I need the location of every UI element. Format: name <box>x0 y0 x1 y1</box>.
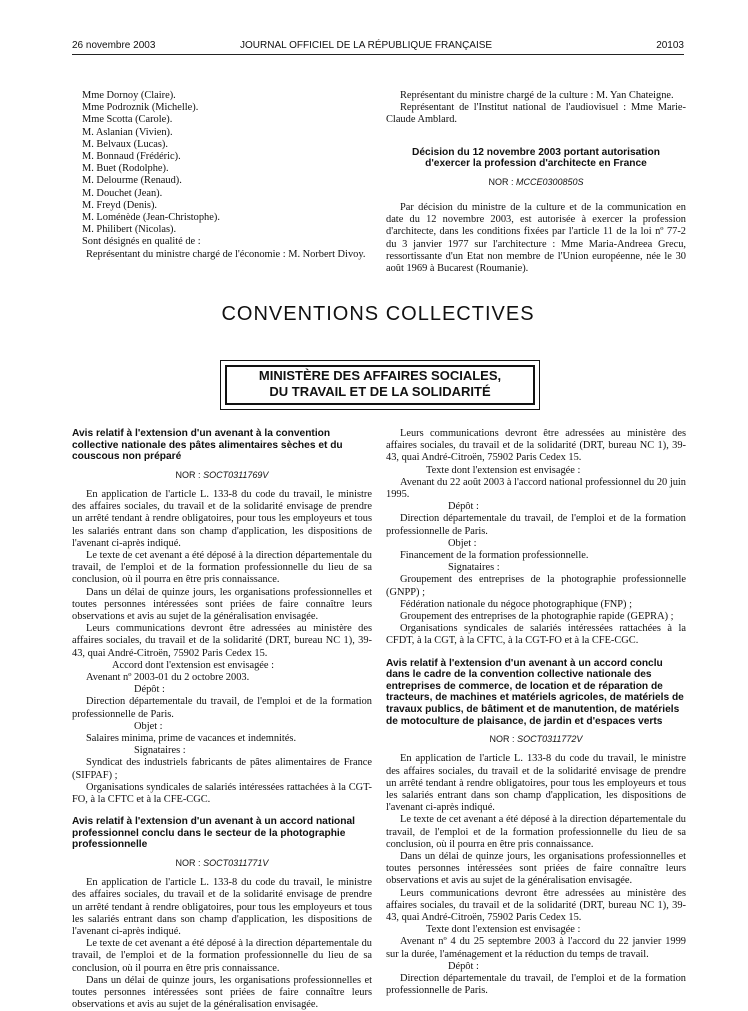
signataires-label: Signataires : <box>448 562 500 574</box>
signataire: Organisations syndicales de salariés intéressées rattachées à la CFDT, à la CGT, à la CFTC, à la CGT-FO et à la CFE-CGC. <box>386 623 686 647</box>
decision-body: Par décision du ministre de la culture et de la communication en date du 12 novembre 2003, est autorisée à exercer la profession d'architecte, dans les conditions fixées par l'article 11 de la loi nº 77-2 du 3 janvier 1977 sur l'architecture : Mme Maria-Andreea Grecu, ressortissante d'un Etat non membre de l'Union européenne, née le 30 août 1969 à Bucarest (Roumanie). <box>386 202 686 275</box>
avis2-nor: NOR : SOCT0311771V <box>175 858 269 869</box>
depot-value: Direction départementale du travail, de l'emploi et de la formation professionnelle de Paris. <box>386 513 686 537</box>
economy-representative: Représentant du ministre chargé de l'économie : M. Norbert Divoy. <box>86 248 366 260</box>
ministry-line-2: DU TRAVAIL ET DE LA SOLIDARITÉ <box>269 384 491 399</box>
objet-value: Salaires minima, prime de vacances et indemnités. <box>86 733 297 745</box>
paragraph: Leurs communications devront être adressées au ministère des affaires sociales, du travail et de la solidarité (DRT, bureau NC 1), 39-43, quai André-Citroën, 75902 Paris Cedex 15. <box>386 428 686 464</box>
depot-value: Direction départementale du travail, de l'emploi et de la formation professionnelle de Paris. <box>72 696 372 720</box>
top-right-column <box>386 90 686 275</box>
avis3-title: Avis relatif à l'extension d'un avenant à un accord conclu dans le cadre de la convention collective nationale des entreprises de commerce, de location et de réparation de tracteurs, de machines et matériels agricoles, de matériels de travaux publics, de bâtiment et de manutention, de matériels de motoculture de plaisance, de jardin et d'espaces verts <box>386 657 684 727</box>
paragraph: Leurs communications devront être adressées au ministère des affaires sociales, du travail et de la solidarité (DRT, bureau NC 1), 39-43, quai André-Citroën, 75902 Paris Cedex 15. <box>386 887 686 924</box>
list-item: M. Freyd (Denis). <box>82 199 158 211</box>
list-item: Mme Dornoy (Claire). <box>82 90 176 101</box>
avis1-nor: NOR : SOCT0311769V <box>175 469 269 480</box>
list-item: Mme Scotta (Carole). <box>82 114 173 126</box>
decision-nor: NOR : MCCE0300850S <box>488 176 584 187</box>
accord-value: Avenant nº 2003-01 du 2 octobre 2003. <box>86 672 250 684</box>
list-item: M. Douchet (Jean). <box>82 187 163 199</box>
list-item: M. Loménède (Jean-Christophe). <box>82 212 220 224</box>
designation-label: Sont désignés en qualité de : <box>82 236 201 248</box>
depot-label: Dépôt : <box>448 960 479 972</box>
depot-value: Direction départementale du travail, de l'emploi et de la formation professionnelle de Paris. <box>386 973 686 997</box>
list-item: M. Delourme (Renaud). <box>82 175 182 187</box>
signataire: Groupement des entreprises de la photographie professionnelle (GNPP) ; <box>386 574 686 598</box>
section-title: CONVENTIONS COLLECTIVES <box>221 303 535 325</box>
depot-label: Dépôt : <box>448 501 479 513</box>
culture-representative: Représentant du ministre chargé de la culture : M. Yan Chateigne. <box>400 90 674 101</box>
list-item: M. Belvaux (Lucas). <box>82 138 168 150</box>
header-journal-title: JOURNAL OFFICIEL DE LA RÉPUBLIQUE FRANÇAISE <box>240 40 493 51</box>
list-item: M. Philibert (Nicolas). <box>82 224 177 236</box>
ina-representative: Représentant de l'Institut national de l'audiovisuel : Mme Marie-Claude Amblard. <box>386 102 686 126</box>
signataires-label: Signataires : <box>134 745 186 757</box>
objet-label: Objet : <box>448 537 477 549</box>
page-header <box>72 40 684 55</box>
signataire: Syndicat des industriels fabricants de pâtes alimentaires de France (SIFPAF) ; <box>72 757 372 781</box>
bottom-left-column <box>72 428 372 1011</box>
paragraph: Dans un délai de quinze jours, les organisations professionnelles et toutes personnes intéressées sont priées de faire connaître leurs observations et avis au sujet de la généralisation envisagée. <box>386 851 686 887</box>
header-page-number: 20103 <box>656 40 684 51</box>
paragraph: Le texte de cet avenant a été déposé à la direction départementale du travail, de l'emploi et de la formation professionnelle du lieu de sa conclusion, où il pourra en être pris connaissance. <box>72 938 372 974</box>
header-date: 26 novembre 2003 <box>72 40 156 51</box>
accord-label: Accord dont l'extension est envisagée : <box>112 659 275 671</box>
ministry-box <box>220 360 540 410</box>
avis1-title: Avis relatif à l'extension d'un avenant à la convention collective nationale des pâtes alimentaires sèches et du couscous non préparé <box>72 428 343 463</box>
texte-label: Texte dont l'extension est envisagée : <box>426 924 581 936</box>
paragraph: Leurs communications devront être adressées au ministère des affaires sociales, du travail et de la solidarité (DRT, bureau NC 1), 39-43, quai André-Citroën, 75902 Paris Cedex 15. <box>72 623 372 659</box>
avis3-nor: NOR : SOCT0311772V <box>489 734 583 745</box>
bottom-right-column <box>386 428 686 997</box>
top-left-column <box>72 90 372 261</box>
list-item: M. Buet (Rodolphe). <box>82 163 169 175</box>
signataire: Organisations syndicales de salariés intéressées rattachées à la CGT-FO, à la CFTC et à la CFE-CGC. <box>72 781 372 806</box>
texte-label: Texte dont l'extension est envisagée : <box>426 464 581 476</box>
avis2-title: Avis relatif à l'extension d'un avenant à un accord national professionnel conclu dans le secteur de la photographie professionnelle <box>72 816 355 851</box>
list-item: M. Aslanian (Vivien). <box>82 126 173 138</box>
ministry-line-1: MINISTÈRE DES AFFAIRES SOCIALES, <box>258 368 502 383</box>
paragraph: En application de l'article L. 133-8 du code du travail, le ministre des affaires sociales, du travail et de la solidarité envisage de prendre un arrêté tendant à rendre obligatoires, pour tous les employeurs et tous les salariés entrant dans son champ d'application, les dispositions de l'avenant ci-après indiqué. <box>72 488 372 549</box>
texte-value: Avenant du 22 août 2003 à l'accord national professionnel du 20 juin 1995. <box>386 476 686 501</box>
paragraph: En application de l'article L. 133-8 du code du travail, le ministre des affaires sociales, du travail et de la solidarité envisage de prendre un arrêté tendant à rendre obligatoires, pour tous les employeurs et tous les salariés entrant dans son champ d'application, les dispositions de l'avenant ci-après indiqué. <box>386 753 686 814</box>
texte-value: Avenant nº 4 du 25 septembre 2003 à l'accord du 22 janvier 1999 sur la durée, l'aménagement et la réduction du temps de travail. <box>386 936 686 960</box>
signataire: Fédération nationale du négoce photographique (FNP) ; <box>400 598 632 610</box>
objet-value: Financement de la formation professionnelle. <box>400 550 589 562</box>
signataire: Groupement des entreprises de la photographie rapide (GEPRA) ; <box>400 611 674 623</box>
paragraph: Dans un délai de quinze jours, les organisations professionnelles et toutes personnes intéressées sont priées de faire connaître leurs observations et avis au sujet de la généralisation envisagée. <box>72 586 372 623</box>
list-item: M. Bonnaud (Frédéric). <box>82 151 181 163</box>
list-item: Mme Podroznik (Michelle). <box>82 102 199 114</box>
objet-label: Objet : <box>134 720 163 732</box>
depot-label: Dépôt : <box>134 684 165 696</box>
paragraph: Le texte de cet avenant a été déposé à la direction départementale du travail, de l'emploi et de la formation professionnelle du lieu de sa conclusion, où il pourra en être pris connaissance. <box>72 550 372 586</box>
name-list <box>72 90 372 236</box>
decision-title: Décision du 12 novembre 2003 portant autorisation d'exercer la profession d'architecte en France <box>412 146 660 170</box>
paragraph: En application de l'article L. 133-8 du code du travail, le ministre des affaires sociales, du travail et de la solidarité envisage de prendre un arrêté tendant à rendre obligatoires, pour tous les employeurs et tous les salariés entrant dans son champ d'application, les dispositions de l'avenant ci-après indiqué. <box>72 877 372 938</box>
paragraph: Dans un délai de quinze jours, les organisations professionnelles et toutes personnes intéressées sont priées de faire connaître leurs observations et avis au sujet de la généralisation envisagée. <box>72 974 372 1011</box>
paragraph: Le texte de cet avenant a été déposé à la direction départementale du travail, de l'emploi et de la formation professionnelle du lieu de sa conclusion, où il pourra en être pris connaissance. <box>386 814 686 850</box>
